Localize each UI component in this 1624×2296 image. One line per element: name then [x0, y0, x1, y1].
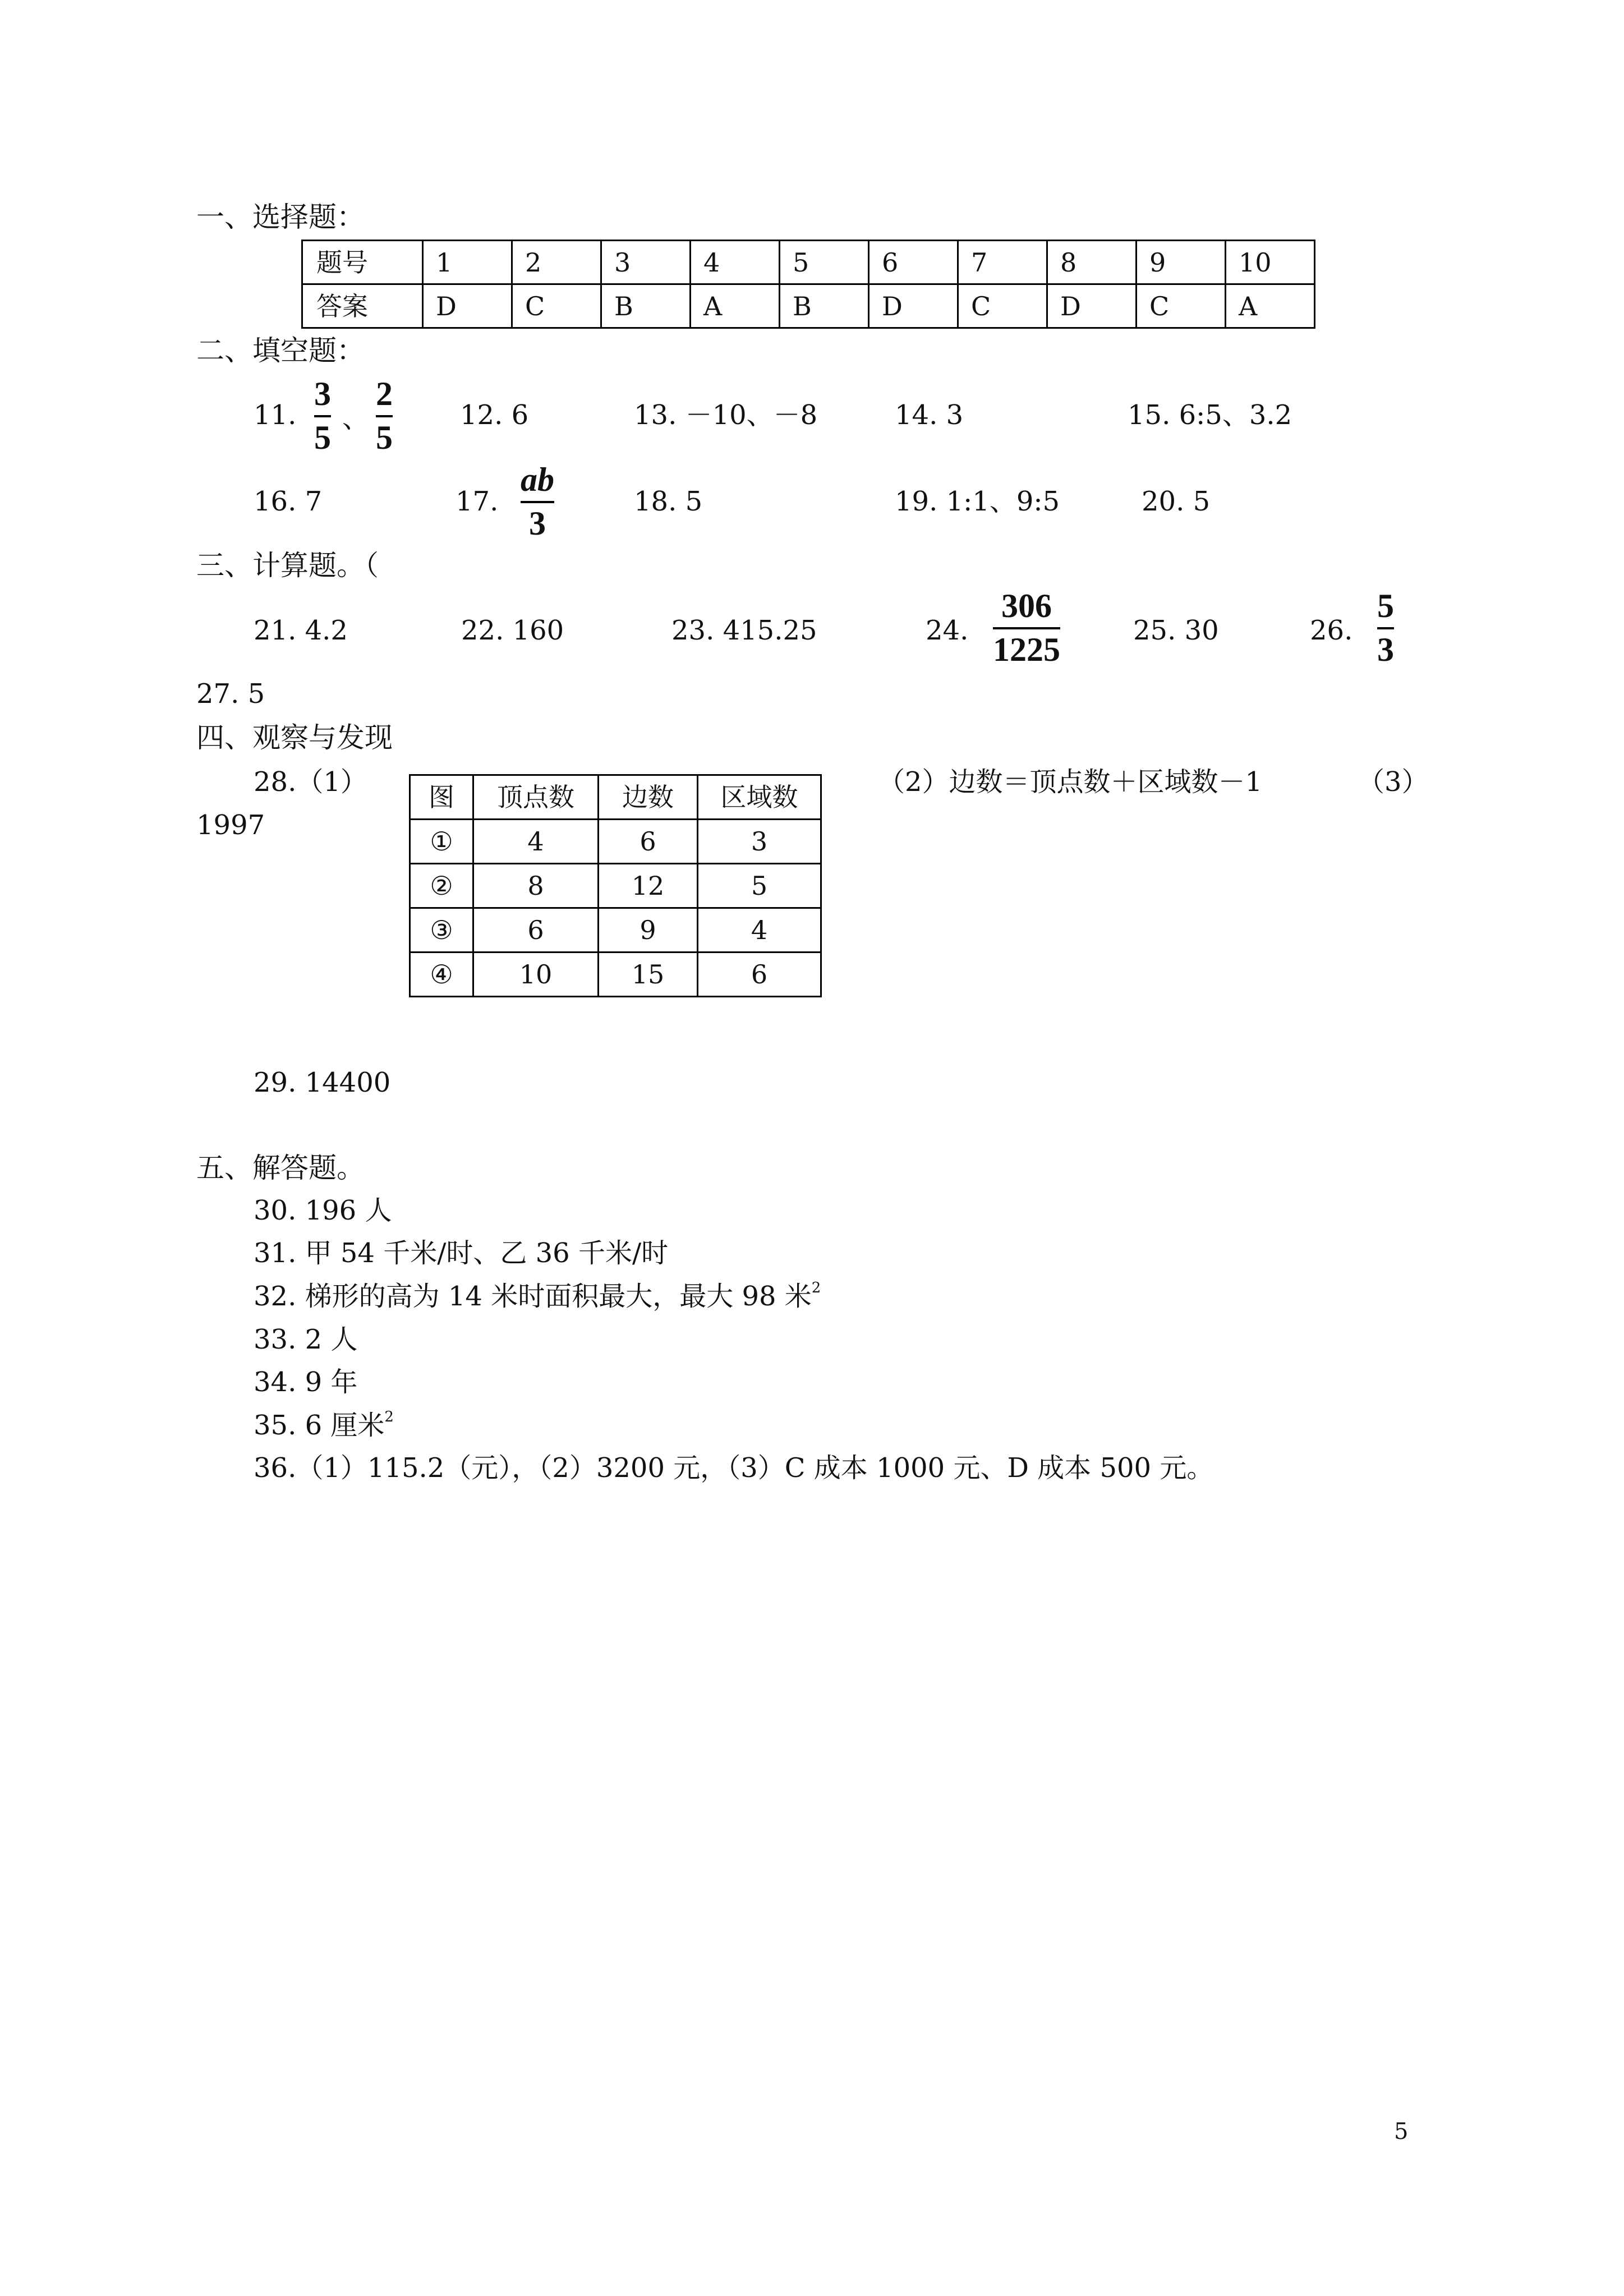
answer-24-fraction: [993, 589, 1060, 666]
fraction-numerator: 2: [376, 375, 393, 412]
graph-table: [409, 774, 822, 997]
table-cell: D: [1047, 284, 1137, 328]
table-cell: 5: [780, 241, 869, 284]
fraction-denominator: 1225: [993, 631, 1060, 668]
table-cell: 9: [1137, 241, 1226, 284]
table-cell: 2: [512, 241, 601, 284]
table-cell: 6: [869, 241, 958, 284]
table-cell: ①: [410, 820, 473, 864]
table-cell: 4: [691, 241, 780, 284]
answer-13: 13. －10、－8: [634, 399, 818, 431]
table-header-cell: 顶点数: [473, 775, 599, 820]
table-header-cell: 边数: [599, 775, 698, 820]
table-row: [302, 284, 1315, 328]
table-cell: 3: [698, 820, 821, 864]
table-cell: ③: [410, 908, 473, 953]
table-cell: 8: [1047, 241, 1137, 284]
answer-11-label: 11.: [254, 399, 297, 431]
section-3-heading: 三、计算题。（: [196, 549, 379, 582]
answer-36: 36.（1）115.2（元），（2）3200 元，（3）C 成本 1000 元、D 成本 500 元。: [254, 1452, 1214, 1484]
answer-11-separator: 、: [342, 403, 370, 434]
answer-33: 33. 2 人: [254, 1324, 358, 1355]
fraction-bar: [376, 415, 393, 417]
table-cell: 9: [599, 908, 698, 953]
fraction-numerator: 5: [1377, 587, 1394, 624]
table-cell: 10: [1226, 241, 1315, 284]
answer-19: 19. 1:1、9:5: [895, 486, 1060, 517]
answer-28-part2: （2）边数＝顶点数＋区域数－1: [878, 766, 1263, 798]
table-cell: 12: [599, 864, 698, 908]
fraction-bar: [521, 501, 554, 503]
table-cell: 6: [473, 908, 599, 953]
section-1-heading: 一、选择题：: [196, 201, 365, 233]
answer-34: 34. 9 年: [254, 1366, 358, 1398]
table-cell: 7: [958, 241, 1047, 284]
table-header-row: [410, 775, 821, 820]
table-cell: ④: [410, 953, 473, 997]
superscript: 2: [811, 1280, 821, 1296]
answer-17-fraction: [521, 463, 554, 540]
section-5-heading: 五、解答题。: [196, 1152, 365, 1184]
answer-28-part3: （3）: [1358, 766, 1429, 798]
answer-32: [254, 1280, 821, 1312]
answer-35: [254, 1409, 394, 1441]
answer-15: 15. 6:5、3.2: [1128, 399, 1292, 431]
table-cell: B: [601, 284, 691, 328]
table-cell: 3: [601, 241, 691, 284]
fraction-numerator: ab: [521, 461, 554, 498]
section-4-heading: 四、观察与发现: [196, 721, 393, 754]
table-row: [410, 908, 821, 953]
answer-28-part3-value: 1997: [196, 809, 265, 841]
answer-32-text: 32. 梯形的高为 14 米时面积最大，最大 98 米: [254, 1281, 812, 1312]
fraction-bar: [314, 415, 331, 417]
table-cell: 4: [473, 820, 599, 864]
table-row: [410, 820, 821, 864]
page-number: 5: [1394, 2119, 1409, 2145]
answer-16: 16. 7: [254, 486, 323, 517]
table-cell: D: [423, 284, 512, 328]
answer-18: 18. 5: [634, 486, 703, 517]
answer-23: 23. 415.25: [671, 615, 817, 646]
table-cell: 答案: [302, 284, 423, 328]
fraction-denominator: 5: [314, 419, 331, 456]
answer-21: 21. 4.2: [254, 615, 348, 646]
answer-22: 22. 160: [461, 615, 564, 646]
table-cell: B: [780, 284, 869, 328]
table-cell: 8: [473, 864, 599, 908]
table-cell: C: [512, 284, 601, 328]
superscript: 2: [384, 1409, 394, 1425]
table-cell: C: [958, 284, 1047, 328]
table-cell: 1: [423, 241, 512, 284]
table-cell: ②: [410, 864, 473, 908]
table-cell: A: [1226, 284, 1315, 328]
answer-27: 27. 5: [196, 678, 265, 710]
answer-28-label: 28.（1）: [254, 766, 367, 798]
answer-26-fraction: [1377, 589, 1394, 666]
fraction-numerator: 306: [1001, 587, 1052, 624]
answer-20: 20. 5: [1142, 486, 1211, 517]
table-row: [410, 953, 821, 997]
table-header-cell: 区域数: [698, 775, 821, 820]
section-2-heading: 二、填空题：: [196, 334, 365, 367]
answer-11-fraction-b: [376, 377, 393, 454]
table-cell: 4: [698, 908, 821, 953]
table-cell: 15: [599, 953, 698, 997]
answer-25: 25. 30: [1133, 615, 1219, 646]
answer-24-label: 24.: [926, 615, 969, 646]
table-cell: 6: [698, 953, 821, 997]
table-cell: 10: [473, 953, 599, 997]
table-row: [410, 864, 821, 908]
table-cell: 6: [599, 820, 698, 864]
table-cell: D: [869, 284, 958, 328]
table-cell: A: [691, 284, 780, 328]
answer-14: 14. 3: [895, 399, 964, 431]
answer-12: 12. 6: [460, 399, 529, 431]
table-cell: C: [1137, 284, 1226, 328]
fraction-denominator: 3: [529, 505, 546, 542]
choice-answer-table: [301, 240, 1315, 329]
fraction-denominator: 3: [1377, 631, 1394, 668]
table-row: [302, 241, 1315, 284]
answer-31: 31. 甲 54 千米/时、乙 36 千米/时: [254, 1237, 669, 1269]
table-cell: 题号: [302, 241, 423, 284]
answer-29: 29. 14400: [254, 1067, 391, 1098]
answer-26-label: 26.: [1310, 615, 1353, 646]
table-cell: 5: [698, 864, 821, 908]
answer-30: 30. 196 人: [254, 1195, 392, 1226]
answer-35-text: 35. 6 厘米: [254, 1410, 385, 1441]
answer-17-label: 17.: [456, 486, 499, 517]
table-header-cell: 图: [410, 775, 473, 820]
fraction-bar: [1377, 627, 1394, 629]
fraction-numerator: 3: [314, 375, 331, 412]
answer-11-fraction-a: [314, 377, 331, 454]
fraction-bar: [993, 627, 1060, 629]
fraction-denominator: 5: [376, 419, 393, 456]
